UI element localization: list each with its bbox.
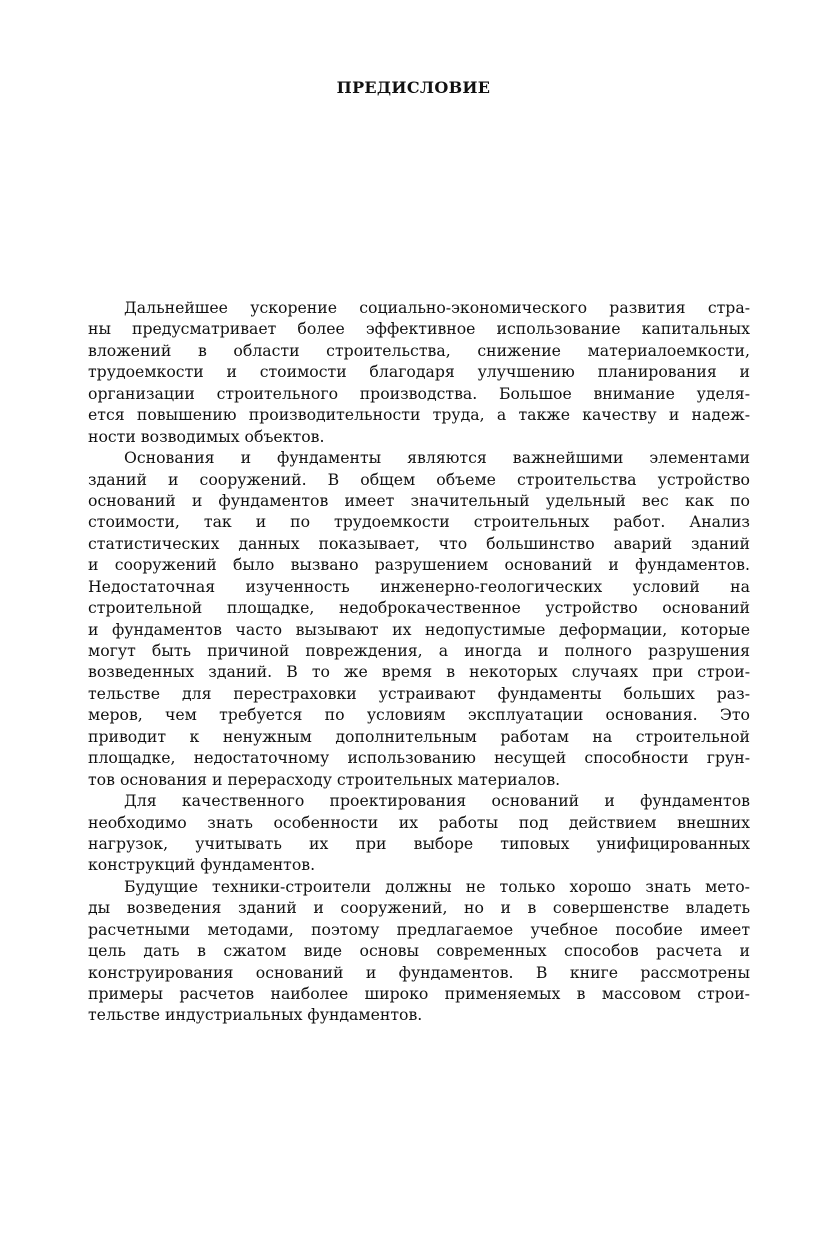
text-line: необходимо знать особенности их работы под действием внешних	[88, 812, 750, 832]
text-line: зданий и сооружений. В общем объеме строительства устройство	[88, 469, 750, 489]
text-line: ны предусматривает более эффективное использование капитальных	[88, 319, 750, 339]
text-line: нагрузок, учитывать их при выборе типовых унифицированных	[88, 833, 750, 853]
text-line: Будущие техники-строители должны не только хорошо знать мето-	[124, 876, 750, 896]
text-line: приводит к ненужным дополнительным работам на строительной	[88, 726, 750, 746]
text-line: возведенных зданий. В то же время в некоторых случаях при строи-	[88, 662, 750, 682]
text-line: строительной площадке, недоброкачественное устройство оснований	[88, 598, 750, 618]
text-line: трудоемкости и стоимости благодаря улучшению планирования и	[88, 362, 750, 382]
text-line: оснований и фундаментов имеет значительный удельный вес как по	[88, 490, 750, 510]
text-line: вложений в области строительства, снижение материалоемкости,	[88, 340, 750, 360]
text-line: и фундаментов часто вызывают их недопустимые деформации, которые	[88, 619, 750, 639]
text-line: статистических данных показывает, что большинство аварий зданий	[88, 533, 750, 553]
text-line: тов основания и перерасходу строительных материалов.	[88, 769, 561, 789]
text-line: расчетными методами, поэтому предлагаемое учебное пособие имеет	[88, 919, 750, 939]
text-line: стоимости, так и по трудоемкости строительных работ. Анализ	[88, 512, 750, 532]
text-line: могут быть причиной повреждения, а иногда и полного разрушения	[88, 641, 750, 660]
text-line: конструкций фундаментов.	[88, 855, 316, 875]
text-line: ется повышению производительности труда, а также качеству и надеж-	[88, 405, 750, 425]
text-line: организации строительного производства. Большое внимание уделя-	[88, 383, 750, 403]
text-line: Дальнейшее ускорение социально-экономического развития стра-	[124, 298, 750, 317]
text-line: меров, чем требуется по условиям эксплуатации основания. Это	[88, 705, 750, 725]
text-line: конструирования оснований и фундаментов. В книге рассмотрены	[88, 962, 750, 982]
text-line: Основания и фундаменты являются важнейшими элементами	[124, 448, 750, 468]
text-line: площадке, недостаточному использованию несущей способности грун-	[88, 748, 750, 768]
text-line: цель дать в сжатом виде основы современных способов расчета и	[88, 941, 750, 961]
text-line: Для качественного проектирования оснований и фундаментов	[124, 791, 750, 811]
text-line: примеры расчетов наиболее широко применяемых в массовом строи-	[88, 984, 750, 1003]
text-line: ды возведения зданий и сооружений, но и в совершенстве владеть	[88, 898, 750, 918]
preface-body	[88, 297, 750, 1026]
text-line: Недостаточная изученность инженерно-геологических условий на	[88, 576, 750, 596]
text-line: ности возводимых объектов.	[88, 426, 325, 446]
text-line: тельстве индустриальных фундаментов.	[88, 1005, 423, 1025]
text-line: и сооружений было вызвано разрушением оснований и фундаментов.	[88, 555, 750, 575]
text-line: тельстве для перестраховки устраивают фундаменты больших раз-	[88, 683, 750, 703]
page-title: ПРЕДИСЛОВИЕ	[336, 78, 491, 97]
